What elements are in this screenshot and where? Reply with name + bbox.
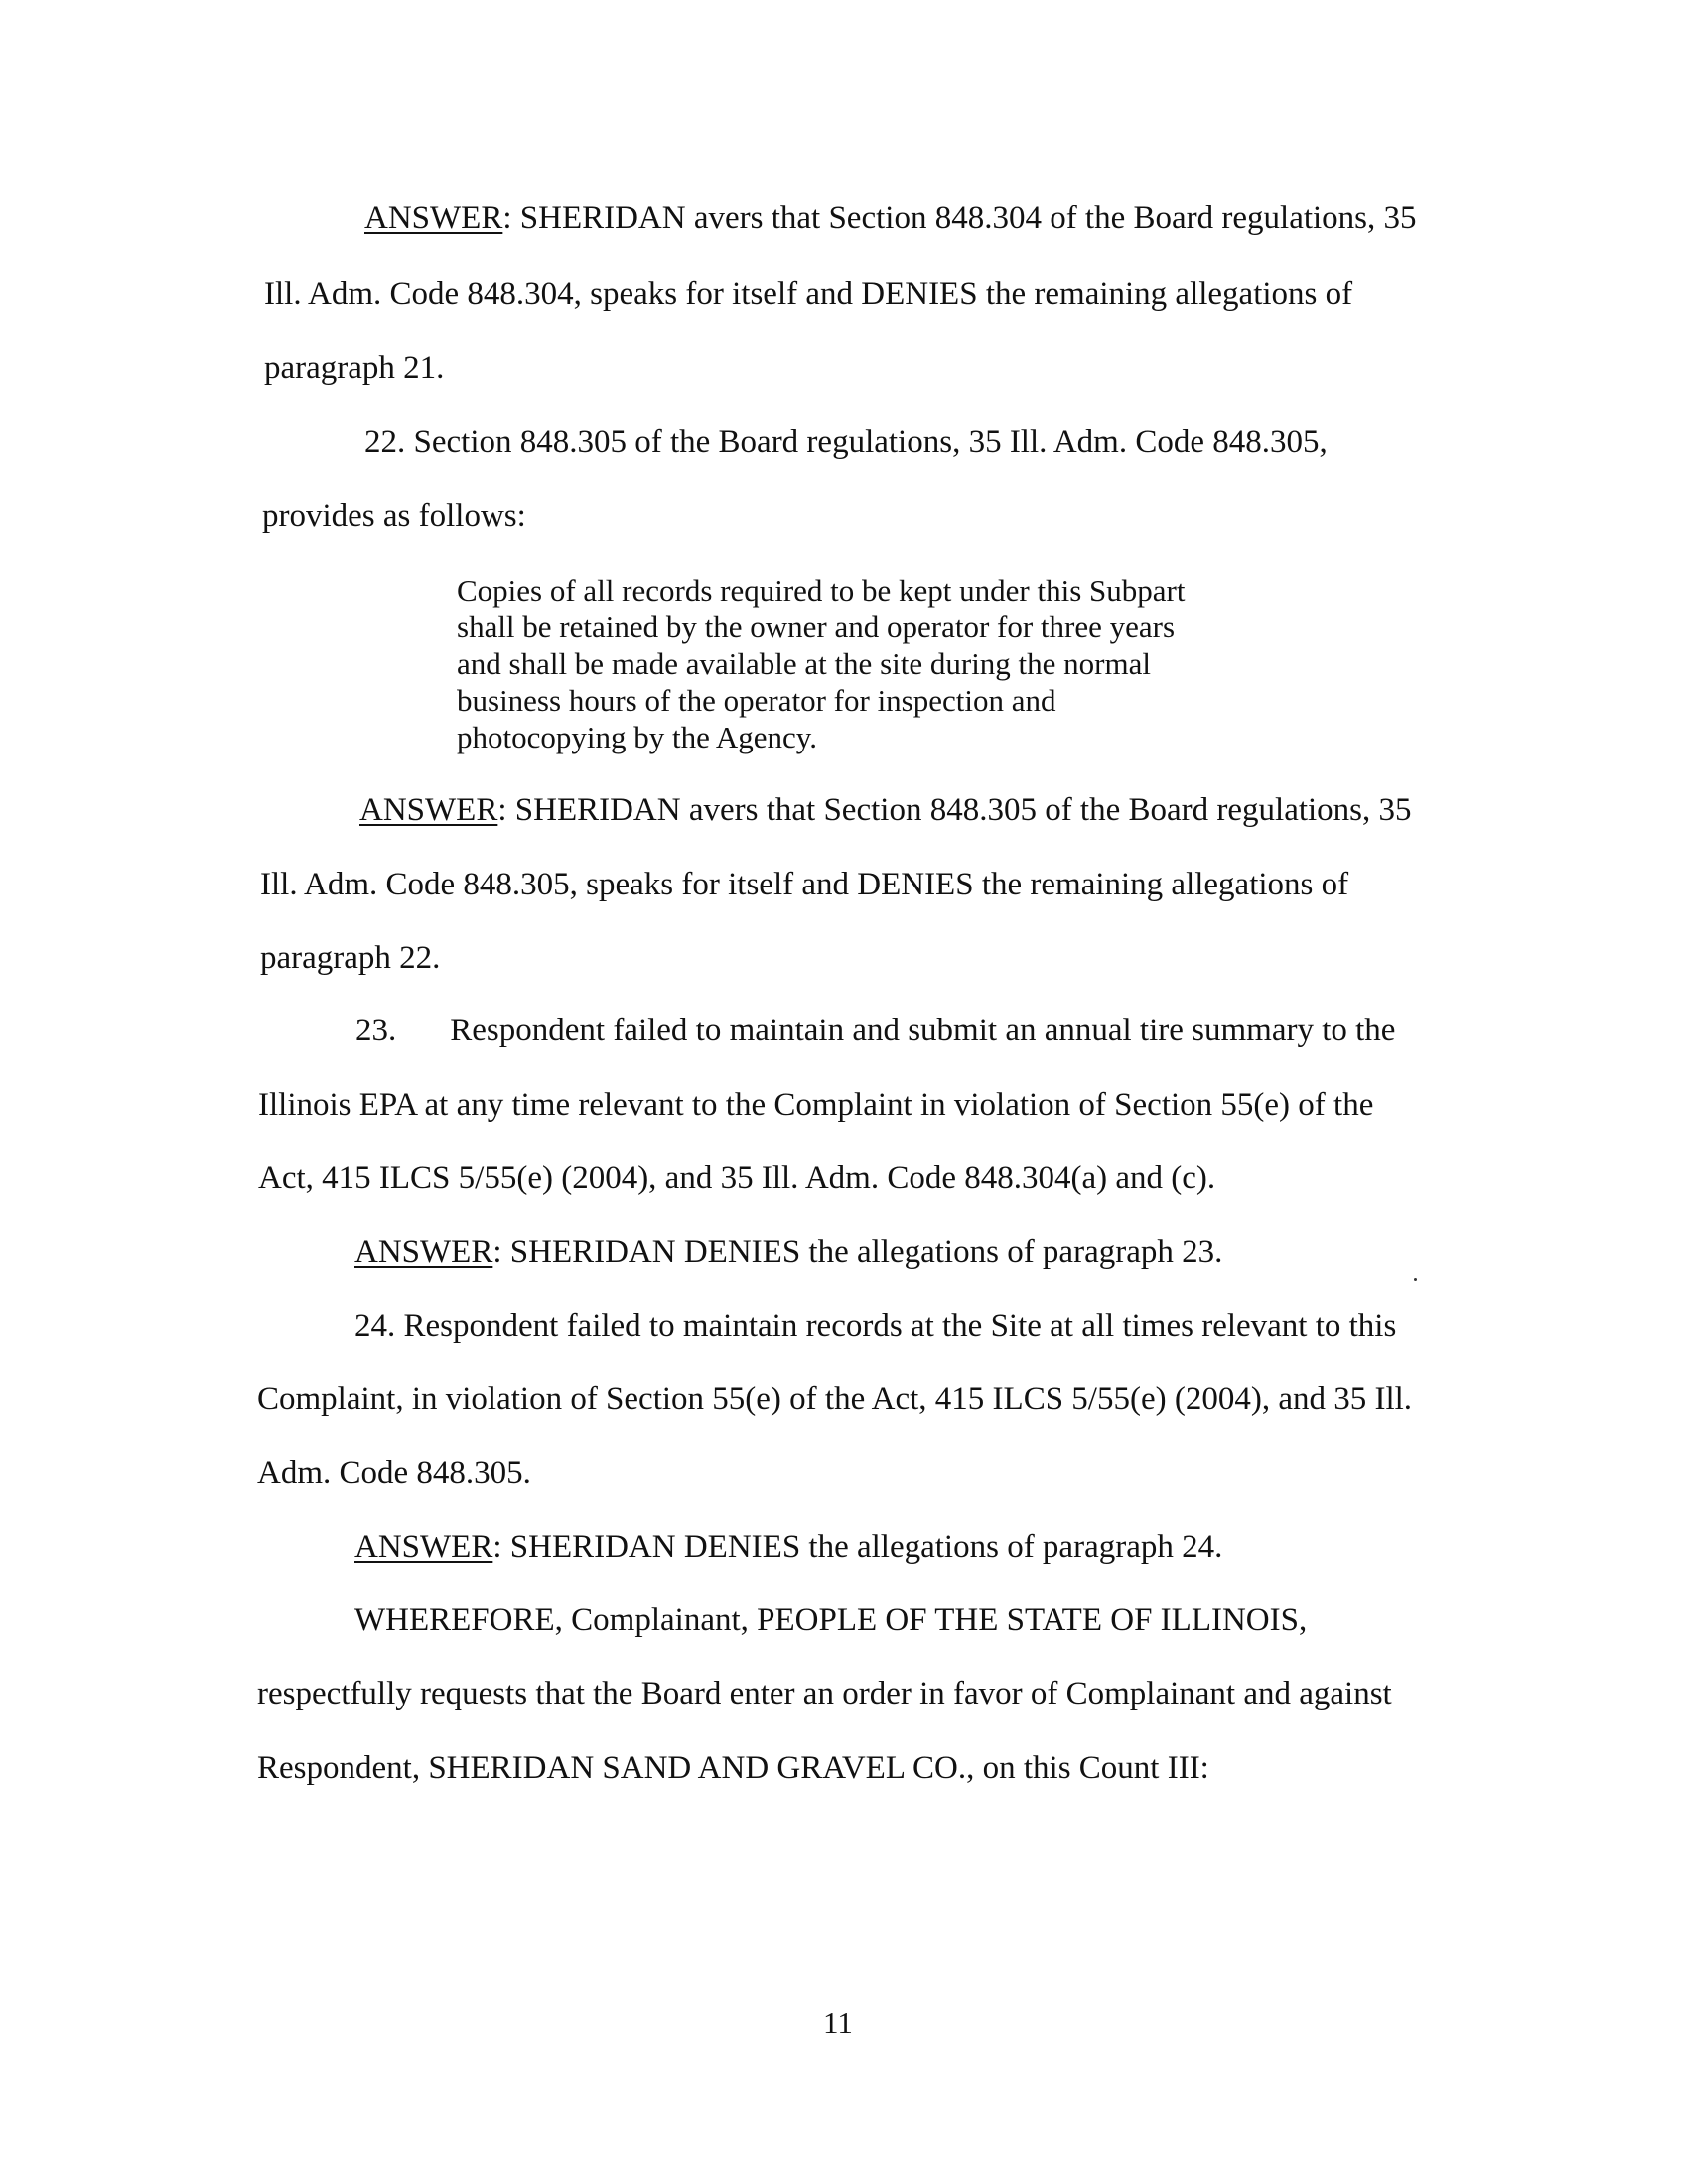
answer-21-line-1 [364, 199, 1417, 238]
scan-speck [1414, 1278, 1417, 1281]
answer-22-text: : SHERIDAN avers that Section 848.305 of the Board regulations, 35 [497, 792, 1412, 828]
answer-label: ANSWER [354, 1234, 493, 1270]
paragraph-23-line-2: Illinois EPA at any time relevant to the Complaint in violation of Section 55(e) of the [258, 1087, 1374, 1123]
quote-line-1: Copies of all records required to be kept under this Subpart [457, 573, 1186, 608]
paragraph-24-line-2: Complaint, in violation of Section 55(e) of the Act, 415 ILCS 5/55(e) (2004), and 35 Ill. [257, 1381, 1413, 1417]
quote-line-5: photocopying by the Agency. [457, 720, 818, 754]
quote-line-2: shall be retained by the owner and operator for three years [457, 610, 1176, 644]
answer-21-line-2: Ill. Adm. Code 848.304, speaks for itself and DENIES the remaining allegations of [264, 276, 1353, 312]
wherefore-line-3: Respondent, SHERIDAN SAND AND GRAVEL CO., on this Count III: [257, 1750, 1209, 1786]
paragraph-23-line-1 [355, 1011, 1395, 1050]
answer-22-line-2: Ill. Adm. Code 848.305, speaks for itself and DENIES the remaining allegations of [260, 867, 1349, 902]
answer-label: ANSWER [354, 1529, 493, 1565]
quote-line-3: and shall be made available at the site during the normal [457, 646, 1151, 681]
answer-24-line [354, 1527, 1222, 1567]
wherefore-line-1: WHEREFORE, Complainant, PEOPLE OF THE STATE OF ILLINOIS, [354, 1602, 1308, 1638]
answer-label: ANSWER [359, 792, 498, 828]
answer-23-text: : SHERIDAN DENIES the allegations of paragraph 23. [492, 1234, 1223, 1270]
paragraph-23-text: Respondent failed to maintain and submit an annual tire summary to the [450, 1013, 1396, 1048]
paragraph-24-line-3: Adm. Code 848.305. [257, 1455, 531, 1491]
paragraph-24-line-1: 24. Respondent failed to maintain records at the Site at all times relevant to this [354, 1308, 1397, 1344]
paragraph-23-line-3: Act, 415 ILCS 5/55(e) (2004), and 35 Ill. Adm. Code 848.304(a) and (c). [258, 1160, 1216, 1196]
answer-22-line-1 [359, 790, 1412, 830]
answer-21-text: : SHERIDAN avers that Section 848.304 of the Board regulations, 35 [502, 201, 1417, 236]
answer-22-line-3: paragraph 22. [260, 940, 441, 976]
paragraph-23-number: 23. [355, 1013, 397, 1048]
answer-24-text: : SHERIDAN DENIES the allegations of paragraph 24. [492, 1529, 1223, 1565]
wherefore-line-2: respectfully requests that the Board enter an order in favor of Complainant and against [257, 1676, 1392, 1711]
answer-label: ANSWER [364, 201, 503, 236]
paragraph-22-line-2: provides as follows: [262, 498, 526, 534]
paragraph-22-line-1: 22. Section 848.305 of the Board regulations, 35 Ill. Adm. Code 848.305, [364, 424, 1328, 460]
quote-line-4: business hours of the operator for inspection and [457, 683, 1056, 718]
answer-23-line [354, 1232, 1222, 1272]
page-number: 11 [823, 2005, 853, 2040]
answer-21-line-3: paragraph 21. [264, 350, 445, 386]
